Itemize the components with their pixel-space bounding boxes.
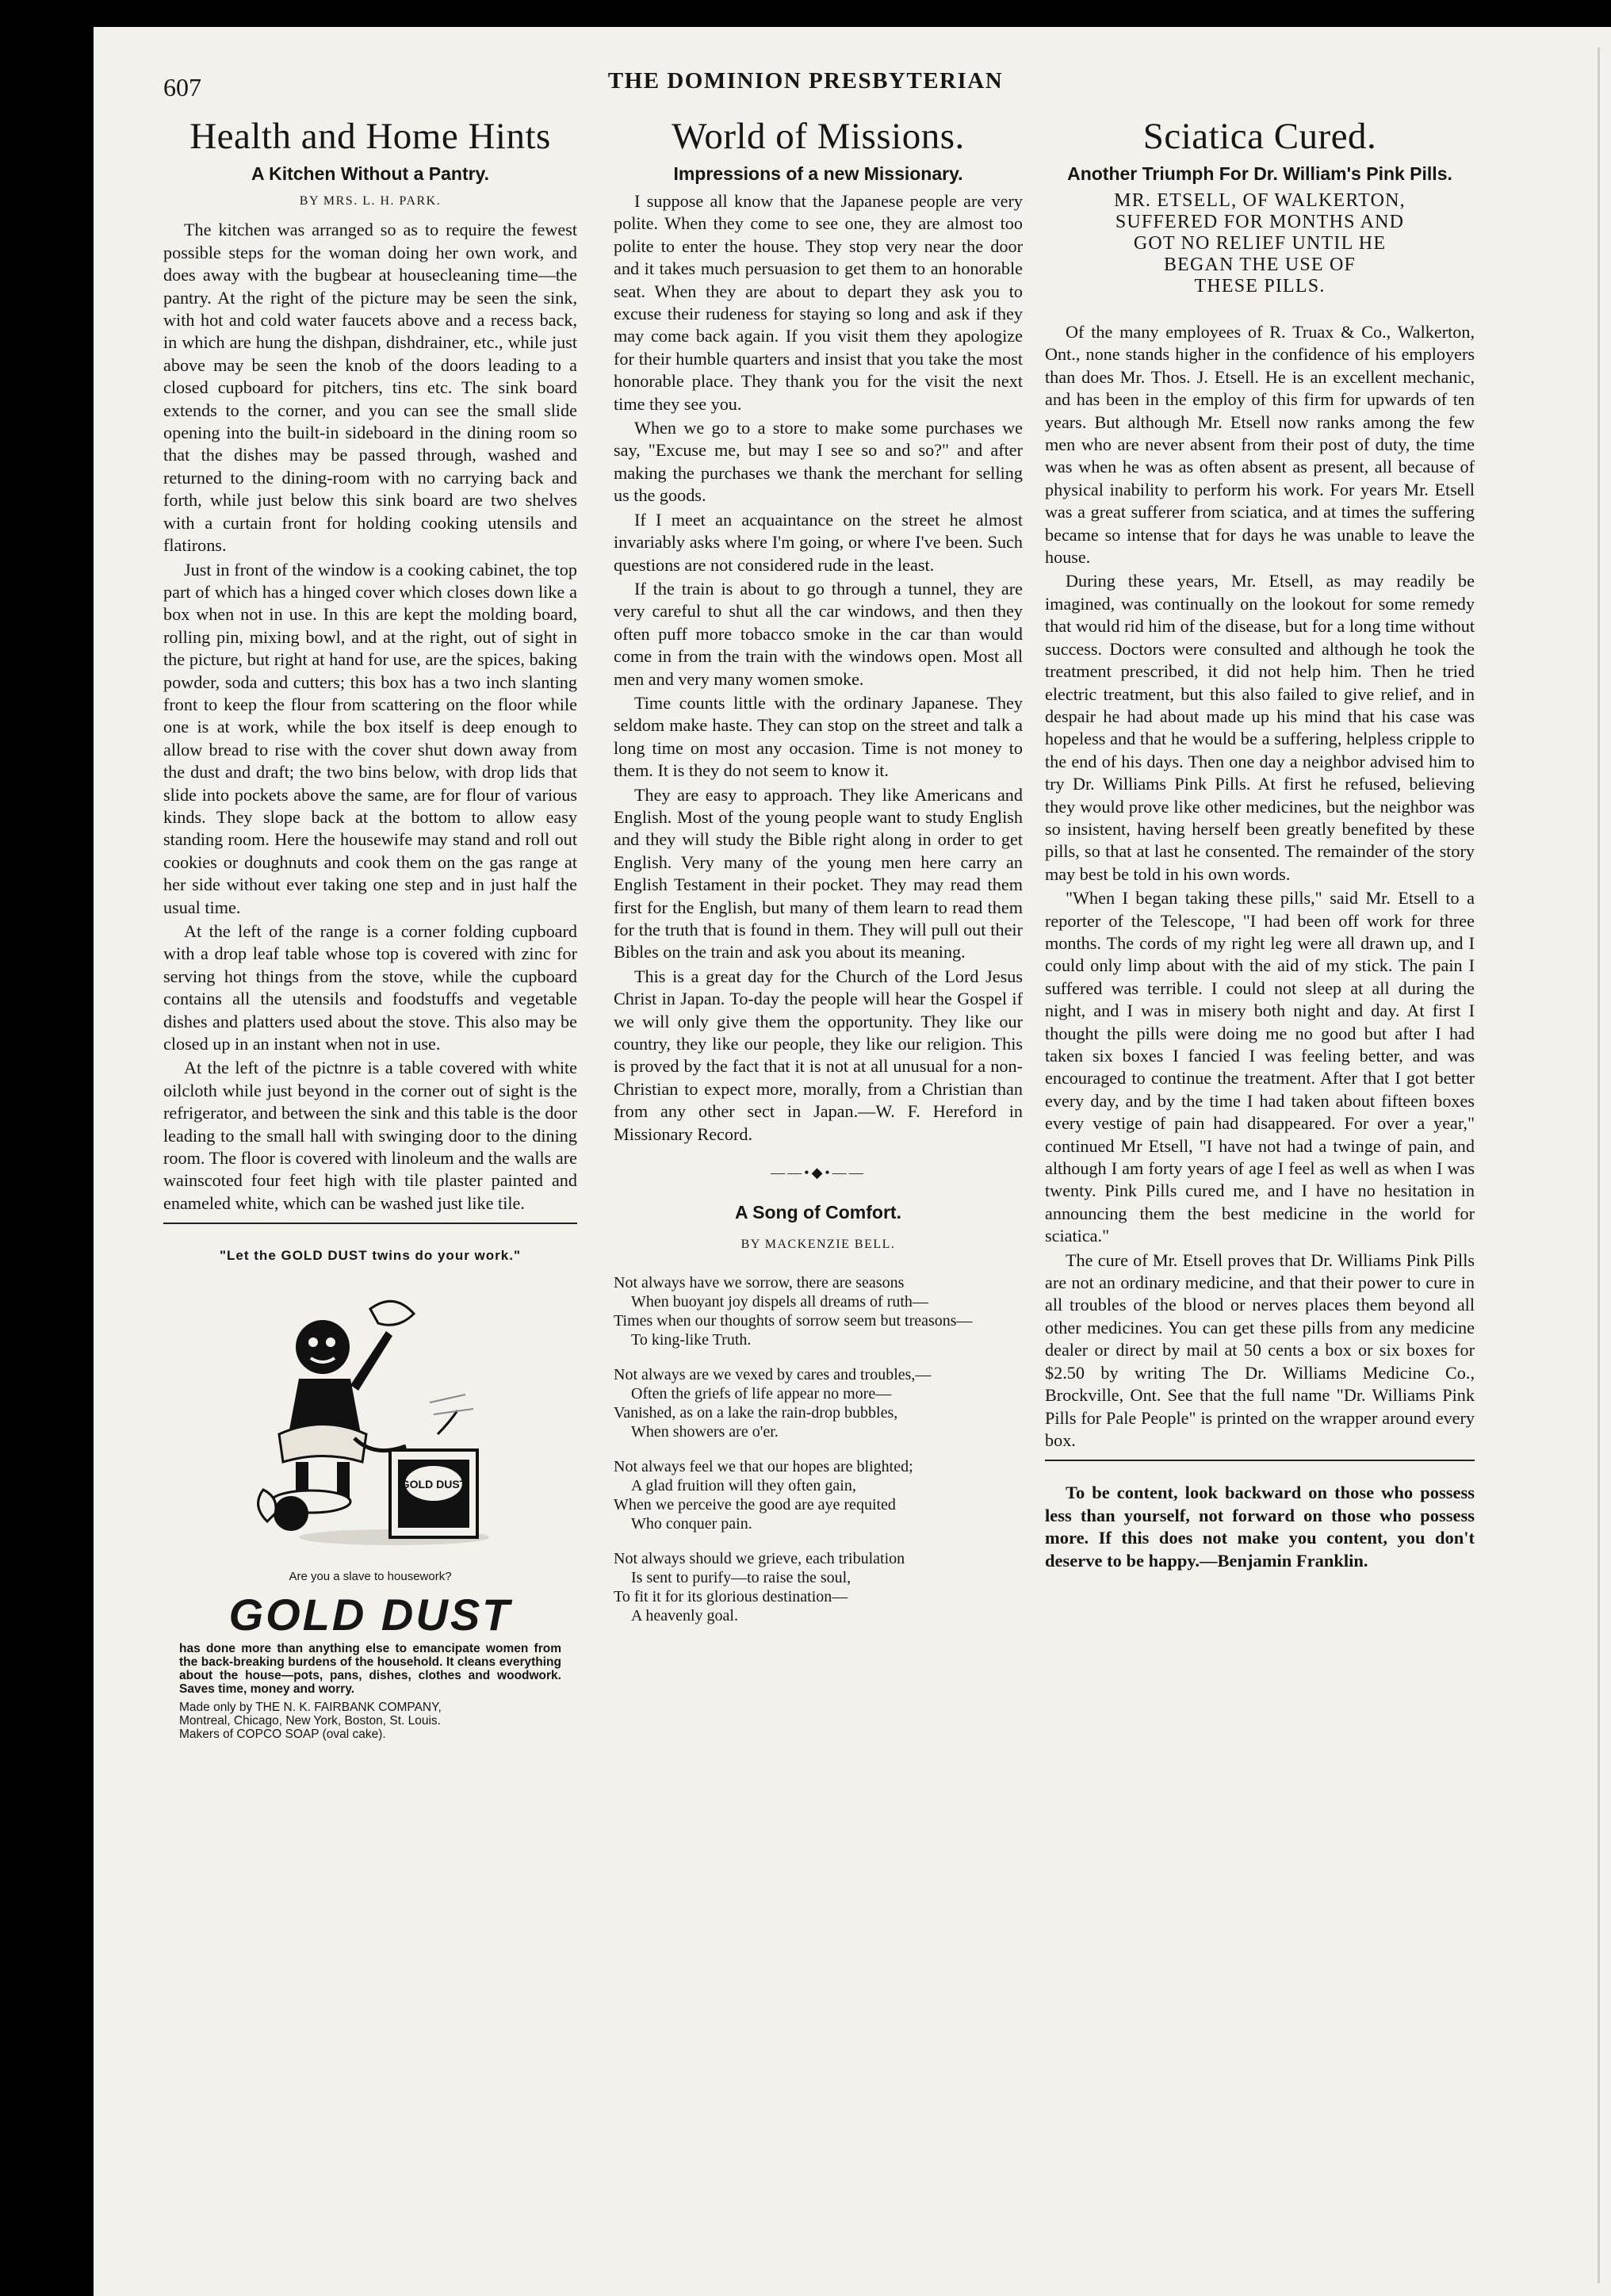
article-paragraph: At the left of the pictnre is a table covered with white oilcloth while just beyond in the corner out of sight is the refrigerator, and between the sink and this table is the door leading to the small hall with swinging door to the dining room. The floor is covered with linoleum and the walls are wainscoted four feet high with tile plaster painted and enameled white, which can be washed just like tile.: [163, 1058, 577, 1213]
article-paragraph: This is a great day for the Church of the Lord Jesus Christ in Japan. To-day the people will hear the Gospel if we will only give them the opportunity. They like our country, they like our people, they like our religion. This is proved by the fact that it is not at all unusual for a non-Christian to expect more, morally, from a Christian than from any other sect in Japan.—W. F. Hereford in Missionary Record.: [614, 966, 1023, 1144]
poem-line: Not always feel we that our hopes are blighted;: [614, 1458, 913, 1476]
poem-stanza: [614, 1365, 1023, 1441]
gold-dust-advertisement: [163, 1245, 577, 1741]
poem-line: Who conquer pain.: [631, 1515, 752, 1533]
article-byline: BY MRS. L. H. PARK.: [299, 194, 442, 208]
section-divider: [1045, 1460, 1475, 1461]
scan-border-left: [0, 0, 94, 2296]
page-edge-line: [1598, 48, 1600, 2283]
ad-brand-name: GOLD DUST: [228, 1590, 512, 1640]
article-paragraph: The kitchen was arranged so as to require the fewest possible steps for the woman doing her own work, and does away with the bugbear at housecleaning time—the pantry. At the right of the picture may be seen the sink, with hot and cold water faucets above and a recess back, in which are hung the dishpan, dishdrainer, etc., while just above may be seen the knob of the doors leading to a closed cupboard for pitchers, tins etc. The sink board extends to the corner, and you can see the small slide opening into the built-in sideboard in the dining room so that the dishes may be passed through, washed and returned to the dining-room with no carrying back and forth, while just below this sink board are two shelves with a curtain front for holding cooking utensils and flatirons.: [163, 220, 577, 556]
poem-line: A heavenly goal.: [631, 1607, 738, 1625]
ad-cities-line: Montreal, Chicago, New York, Boston, St. Louis.: [179, 1714, 441, 1728]
deck-line: GOT NO RELIEF UNTIL HE: [1133, 233, 1387, 254]
section-title: Health and Home Hints: [189, 116, 551, 157]
poem-stanza: [614, 1273, 1023, 1349]
poem-stanza: [614, 1549, 1023, 1625]
deck-line: SUFFERED FOR MONTHS AND: [1115, 212, 1405, 232]
deck-line: MR. ETSELL, OF WALKERTON,: [1114, 190, 1406, 211]
article-paragraph: When we go to a store to make some purchases we say, "Excuse me, but may I see so and so?" and after making the purchases we thank the merchant for selling us the goods.: [614, 418, 1023, 506]
article-subtitle: Impressions of a new Missionary.: [673, 163, 963, 184]
ad-maker-line: Made only by THE N. K. FAIRBANK COMPANY,: [179, 1701, 442, 1715]
article-paragraph: The cure of Mr. Etsell proves that Dr. Williams Pink Pills are not an ordinary medicine, and that their power to cure in all troubles of the blood or nerves places them beyond all other medicines. You can get these pills from any medicine dealer or direct by mail at 50 cents a box or six boxes for $2.50 by writing The Dr. Williams Medicine Co., Brockville, Ont. See that the full name "Dr. Williams Pink Pills for Pale People" is printed on the wrapper around every box.: [1045, 1249, 1475, 1450]
article-subtitle: A Kitchen Without a Pantry.: [251, 163, 490, 184]
poem-line: Vanished, as on a lake the rain-drop bubbles,: [614, 1404, 898, 1422]
column-sciatica-cured: [1045, 116, 1475, 1574]
article-deck: [1045, 190, 1475, 297]
column-world-of-missions: [614, 116, 1023, 1641]
article-paragraph: "When I began taking these pills," said Mr. Etsell to a reporter of the Telescope, "I had been off work for three months. The cords of my right leg were all drawn up, and I could only limp about with the aid of my stick. The pain I suffered was terrible. I could not sleep at all during the night, and I was in misery both night and day. At first I thought the pills were doing me no good but after I had taken six boxes I fancied I was feeling better, and was encouraged to continue the treatment. After that I got better every day, and by the time I had taken about fifteen boxes every vestige of pain had disappeared. For over a year," continued Mr Etsell, "I have not had a twinge of pain, and although I am forty years of age I feel as well as when I was twenty. Pink Pills cured me, and I have no hesitation in announcing them the best medicine in the world for sciatica.": [1045, 888, 1475, 1246]
article-paragraph: Time counts little with the ordinary Japanese. They seldom make haste. They can stop on the street and talk a long time on most any occasion. Time is not money to them. It is they do not seem to know it.: [614, 692, 1023, 781]
deck-line: BEGAN THE USE OF: [1163, 254, 1357, 275]
poem-line: Not always are we vexed by cares and troubles,—: [614, 1366, 932, 1384]
scan-border-top: [0, 0, 1611, 27]
section-title: World of Missions.: [672, 116, 965, 157]
ad-soap-line: Makers of COPCO SOAP (oval cake).: [179, 1728, 386, 1742]
column-health-home: [163, 116, 577, 1741]
article-paragraph: Of the many employees of R. Truax & Co., Walkerton, Ont., none stands higher in the confidence of his employers than does Mr. Thos. J. Etsell. He is an excellent mechanic, and has been in the employ of this firm for upwards of ten years. But although Mr. Etsell now ranks among the few men who are never absent from their post of duty, the time was when he was as often absent as present, all because of physical inability to perform his work. For years Mr. Etsell was a great sufferer from sciatica, and at times the suffering became so intense that for days he was unable to leave the house.: [1045, 322, 1475, 568]
ornament-divider: ——•◆•——: [771, 1165, 866, 1181]
gold-dust-twins-illustration: [235, 1276, 505, 1561]
ad-description: has done more than anything else to emancipate women from the back-breaking burdens of the household. It cleans everything about the house—pots, pans, dishes, clothes and woodwork. Saves time, money and worry.: [179, 1642, 561, 1697]
ad-question: Are you a slave to housework?: [289, 1569, 452, 1583]
poem-title: A Song of Comfort.: [735, 1202, 901, 1223]
article-paragraph: If I meet an acquaintance on the street he almost invariably asks where I'm going, or where I've been. Such questions are not considered rude in the least.: [614, 509, 1023, 575]
article-paragraph: At the left of the range is a corner folding cupboard with a drop leaf table whose top is covered with zinc for serving hot things from the stove, while the cupboard contains all the utensils and foodstuffs and vegetable dishes and platters used about the stove. This also may be closed up in an instant when not in use.: [163, 921, 577, 1054]
poem-line: Is sent to purify—to raise the soul,: [631, 1569, 851, 1587]
article-paragraph: I suppose all know that the Japanese people are very polite. When they come to see one, they are almost too polite to enter the house. They stop very near the door and it takes much persuasion to get them to an honorable seat. When they are about to depart they ask you to excuse their rudeness for staying so long and ask if they may come back again. If you visit them they apologize for their humble quarters and insist that you take the most honorable place. They thank you for the visit the next time they see you.: [614, 191, 1023, 414]
article-subtitle: Another Triumph For Dr. William's Pink Pills.: [1067, 163, 1452, 184]
poem-stanza: [614, 1457, 1023, 1533]
article-paragraph: If the train is about to go through a tunnel, they are very careful to shut all the car windows, and then they often puff more tobacco smoke in the car than would come in from the train with the windows open. Most all men and very many women smoke.: [614, 578, 1023, 689]
poem-line: To fit it for its glorious destination—: [614, 1588, 848, 1606]
newspaper-title: THE DOMINION PRESBYTERIAN: [607, 68, 1004, 94]
franklin-quote: [1045, 1482, 1475, 1572]
section-title: Sciatica Cured.: [1142, 116, 1377, 157]
page-number: 607: [163, 73, 201, 101]
poem-line: Not always should we grieve, each tribulation: [614, 1550, 905, 1568]
deck-line: THESE PILLS.: [1194, 276, 1326, 297]
poem-line: To king-like Truth.: [631, 1331, 752, 1349]
poem: [614, 1273, 1023, 1625]
quote-text: To be content, look backward on those who possess less than yourself, not forward on those who possess more. If this does not make you content, you don't deserve to be happy.—Benjamin Franklin.: [1045, 1483, 1475, 1571]
box-label: GOLD DUST: [400, 1477, 467, 1490]
poem-byline: BY MACKENZIE BELL.: [740, 1237, 896, 1251]
article-paragraph: Just in front of the window is a cooking cabinet, the top part of which has a hinged cover which closes down like a box when not in use. In this are kept the molding board, rolling pin, mixing bowl, and at the right, out of sight in the picture, but right at hand for use, are the spices, baking powder, soda and cutters; this box has a two inch slanting front to keep the flour from scattering on the floor while one is at work, while the box itself is deep enough to allow bread to rise with the cover shut down away from the dust and draft; the two bins below, with drop lids that slide into pockets above the same, are for flour of various kinds. They slope back at the bottom to allow easy standing room. Here the housewife may stand and roll out cookies or doughnuts and cook them on the gas range at her side without ever taking one step and in just half the usual time.: [163, 559, 577, 917]
section-divider: [163, 1223, 577, 1224]
ad-slogan: "Let the GOLD DUST twins do your work.": [219, 1248, 522, 1264]
poem-line: When showers are o'er.: [631, 1423, 779, 1441]
poem-line: Often the griefs of life appear no more—: [631, 1385, 892, 1403]
poem-line: When we perceive the good are aye requited: [614, 1496, 896, 1514]
poem-line: A glad fruition will they often gain,: [631, 1477, 856, 1495]
article-paragraph: They are easy to approach. They like Americans and English. Most of the young people want to study English and they will study the Bible right along in order to get English. Very many of the young men here carry an English Testament in their pocket. They may read them first for the English, but many of them learn to read them for the truth that is found in them. They will pull out their Bibles on the train and ask you about its meaning.: [614, 784, 1023, 962]
poem-line: Times when our thoughts of sorrow seem but treasons—: [614, 1312, 973, 1330]
poem-line: Not always have we sorrow, there are seasons: [614, 1274, 905, 1292]
poem-line: When buoyant joy dispels all dreams of ruth—: [631, 1293, 928, 1311]
article-paragraph: During these years, Mr. Etsell, as may readily be imagined, was continually on the lookout for some remedy that would rid him of the disease, but for a long time without success. Doctors were consulted and although he took the treatment prescribed, it did not help him. Then he tried electric treatment, but this also failed to give relief, and in despair he had about made up his mind that his case was hopeless and that he would be a suffering, helpless cripple to the end of his days. Then one day a neighbor advised him to try Dr. Williams Pink Pills. At first he refused, believing they would prove like other medicines, but the neighbor was so insistent, having herself been greatly benefited by these pills, so that at last he consented. The remainder of the story may best be told in his own words.: [1045, 571, 1475, 884]
